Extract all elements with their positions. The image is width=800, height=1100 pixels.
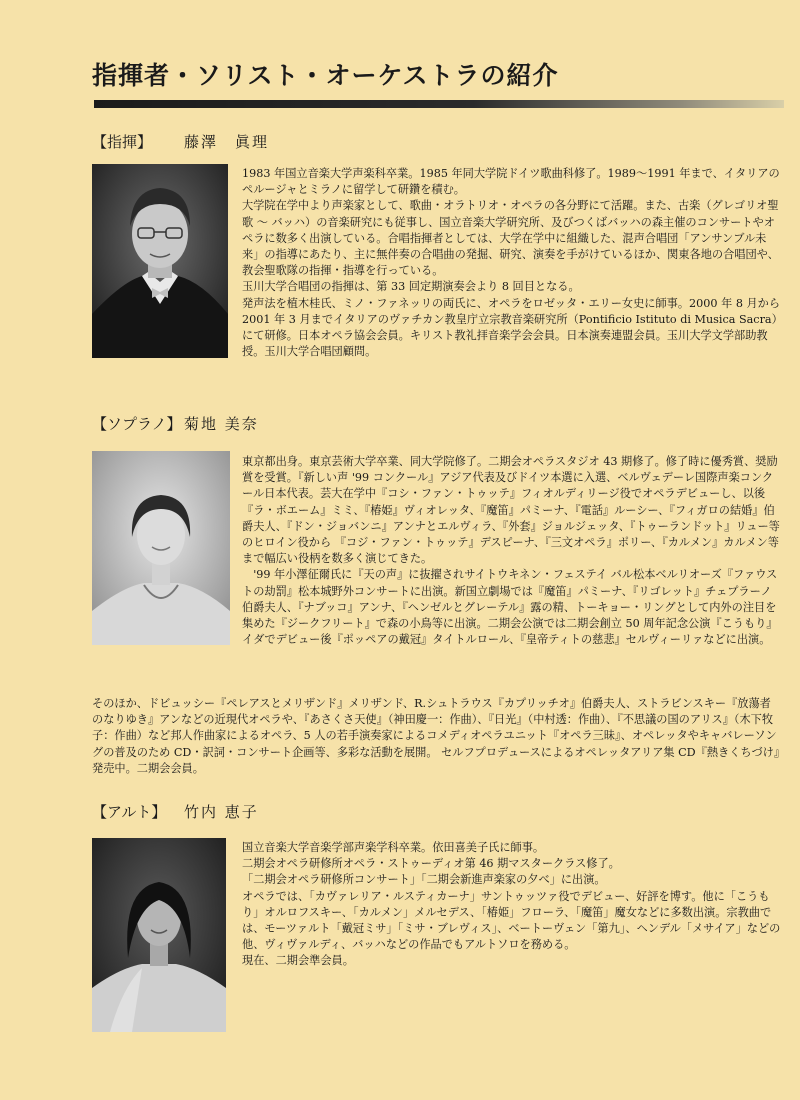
alto-role: 【アルト】 [92,803,167,821]
soprano-bio-paragraph: '99 年小澤征爾氏に『天の声』に抜擢されサイトウキネン・フェステイ バル松本ベルリオーズ『ファウストの劫罰』松本城野外コンサートに出演。新国立劇場では『魔笛』パミーナ、『リゴレット』チェプラーノ伯爵夫人、『ナブッコ』アンナ、『ヘンゼルとグレーテル』露の精、トーキョー・リングとして内外の注目を集めた『ジークフリート』で森の小鳥等に出演。二期会公演では二期会創立 50 周年記念公演『こうもり』イダでデビュー後『ポッペアの戴冠』タイトルロール、『皇帝ティトの慈悲』セルヴィーリァなどに出演。 [242,568,778,647]
alto-bio-paragraph: 国立音楽大学音楽学部声楽学科卒業。依田喜美子氏に師事。 [242,841,545,854]
soprano-bio-paragraph: 東京都出身。東京芸術大学卒業、同大学院修了。二期会オペラスタジオ 43 期修了。修了時に優秀賞、奨励賞を受賞。『新しい声 '99 コンクール』アジア代表及びドイツ本選に入選、ベルヴェデーレ国際声楽コンクール日本代表。芸大在学中『コシ・ファン・トゥッテ』フィオルディリージ役でオペラデビューし、以後『ラ・ボエーム』ミミ、『椿姫』ヴィオレッタ、『魔笛』パミーナ、『電話』ルーシー、『フィガロの結婚』伯爵夫人、『ドン・ジョバンニ』アンナとエルヴィラ、『外套』ジョルジェッタ、『トゥーランドット』リュー等のヒロイン役から 『コジ・ファン・トゥッテ』デスピーナ、『三文オペラ』ポリー、『カルメン』カルメン等まで幅広い役柄を数多く演じてきた。 [242,455,780,566]
conductor-bio-paragraph: 発声法を植木桂氏、ミノ・ファネッリの両氏に、オペラをロゼッタ・エリー女史に師事。2000 年 8 月から 2001 年 3 月までイタリアのヴァチカン教皇庁立宗教音楽研究所（Pontificio Istituto di Musica Sacra）にて研修。日本オペラ協会会員。キリスト教礼拝音楽学会会員。日本演奏連盟会員。玉川大学文学部助教授。玉川大学合唱団顧問。 [242,296,781,359]
title-divider [94,100,784,108]
alto-photo [92,838,226,1032]
conductor-bio-paragraph: 1983 年国立音楽大学声楽科卒業。1985 年同大学院ドイツ歌曲科修了。1989～1991 年まで、イタリアのペルージャとミラノに留学して研鑽を積む。 [242,167,780,197]
alto-bio-paragraph: 現在、二期会準会員。 [242,954,354,968]
soprano-name: 菊地 美奈 [184,415,259,433]
soprano-bio [242,454,782,648]
alto-bio-paragraph: オペラでは、「カヴァレリア・ルスティカーナ」サントゥッツァ役でデビュー、好評を博す。他に「こうもり」オルロフスキー、「カルメン」メルセデス、「椿姫」フローラ、「魔笛」魔女などに多数出演。宗教曲では、モーツァルト「戴冠ミサ」「ミサ・ブレヴィス」、ベートーヴェン「第九」、ヘンデル「メサイア」などの他、ヴィヴァルディ、バッハなどの作品でもアルトソロを務める。 [242,889,781,952]
conductor-photo [92,164,228,358]
alto-portrait-image [92,838,226,1032]
soprano-bio-continued [92,696,782,777]
conductor-bio-paragraph: 大学院在学中より声楽家として、歌曲・オラトリオ・オペラの各分野にて活躍。また、古楽（グレゴリオ聖歌 ～ バッハ）の音楽研究にも従事し、国立音楽大学研究所、及びつくばバッハの森主催のコンサートやオペラに数多く出演している。合唱指揮者としては、大学在学中に組織した、混声合唱団「アンサンブル未来」の指導にあたり、主に無伴奏の合唱曲の発掘、研究、演奏を手がけているほか、関東各地の合唱団や、教会聖歌隊の指揮・指導を行っている。 [242,199,779,278]
alto-bio-paragraph: 「二期会オペラ研修所コンサート」「二期会新進声楽家の夕べ」に出演。 [242,873,606,887]
alto-bio-paragraph: 二期会オペラ研修所オペラ・ストゥーディオ第 46 期マスタークラス修了。 [242,857,620,871]
alto-bio [242,840,782,970]
soprano-heading [92,413,259,434]
soprano-role: 【ソプラノ】 [92,415,182,433]
conductor-bio-paragraph: 玉川大学合唱団の指揮は、第 33 回定期演奏会より 8 回目となる。 [242,280,580,294]
conductor-bio [242,166,782,360]
soprano-bio-paragraph: そのほか、ドビュッシー『ペレアスとメリザンド』メリザンド、R.シュトラウス『カプリッチオ』伯爵夫人、ストラビンスキー『放蕩者のなりゆき』アンなどの近現代オペラや、『あさくさ天使』（神田慶一：作曲）、『日光』（中村透：作曲）、『不思議の国のアリス』（木下牧子：作曲）など邦人作曲家によるオペラ、5 人の若手演奏家によるコメディオペラユニット『オペラ三昧』、オペレッタやキャバレーソングの普及のため CD・訳詞・コンサート企画等、多彩な活動を展開。 セルフプロデュースによるオペレッタアリア集 CD『熱きくちづけ』発売中。二期会会員。 [92,697,780,775]
soprano-photo [92,451,230,645]
conductor-heading [92,131,269,152]
conductor-name: 藤澤 眞理 [184,133,270,151]
alto-name: 竹内 恵子 [184,803,259,821]
page-title: 指揮者・ソリスト・オーケストラの紹介 [92,61,559,90]
soprano-portrait-image [92,451,230,645]
alto-heading [92,801,259,822]
conductor-portrait-image [92,164,228,358]
conductor-role: 【指揮】 [92,133,153,151]
